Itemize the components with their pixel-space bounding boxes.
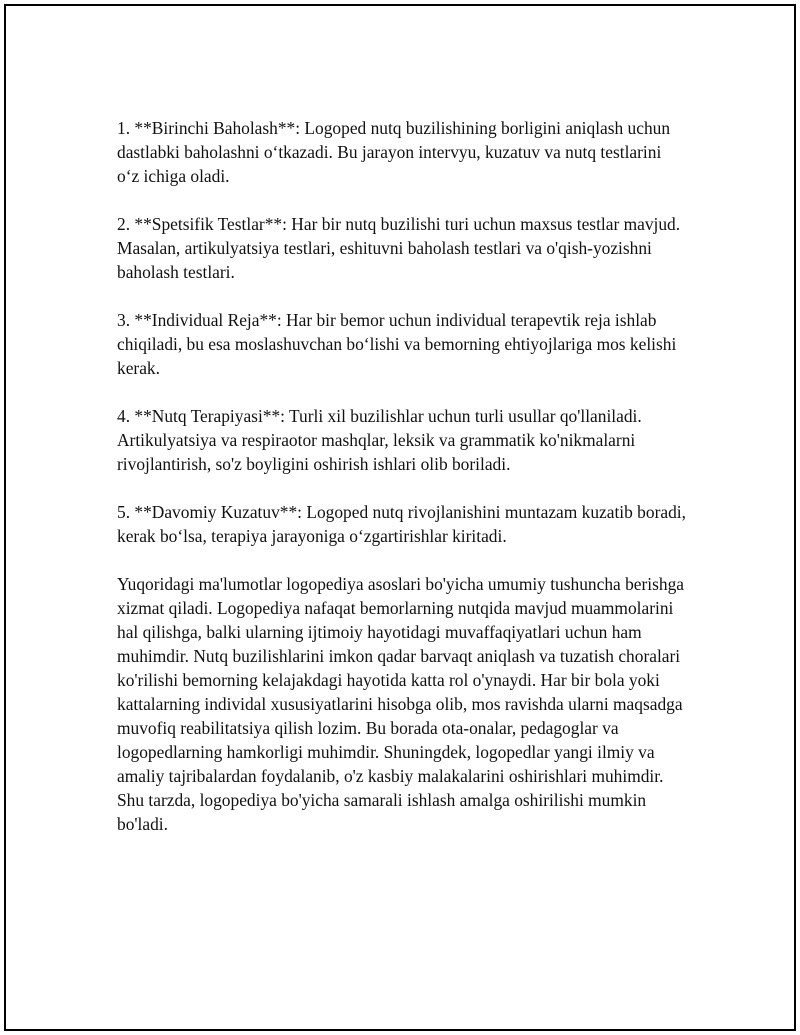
paragraph-conclusion: Yuqoridagi ma'lumotlar logopediya asoslari bo'yicha umumiy tushuncha berishga xizmat qiladi. Logopediya nafaqat bemorlarning nutqida mavjud muammolarini hal qilishga, balki ularning ijtimoiy hayotidagi muvaffaqiyatlari uchun ham muhimdir. Nutq buzilishlarini imkon qadar barvaqt aniqlash va tuzatish choralari ko'rilishi bemorning kelajakdagi hayotida katta rol o'ynaydi. Har bir bola yoki kattalarning individal xususiyatlarini hisobga olib, mos ravishda ularni maqsadga muvofiq reabilitatsiya qilish lozim. Bu borada ota-onalar, pedagoglar va logopedlarning hamkorligi muhimdir. Shuningdek, logopedlar yangi ilmiy va amaliy tajribalardan foydalanib, o'z kasbiy malakalarini oshirishlari muhimdir. Shu tarzda, logopediya bo'yicha samarali ishlash amalga oshirilishi mumkin bo'ladi. [117,574,684,834]
paragraph-individual-plan: 3. **Individual Reja**: Har bir bemor uchun individual terapevtik reja ishlab chiqiladi, bu esa moslashuvchan bo‘lishi va bemorning ehtiyojlariga mos kelishi kerak. [117,310,677,378]
paragraph-specific-tests: 2. **Spetsifik Testlar**: Har bir nutq buzilishi turi uchun maxsus testlar mavjud. Masalan, artikulyatsiya testlari, eshituvni baholash testlari va o'qish-yozishni baholash testlari. [117,214,681,282]
paragraph-initial-assessment: 1. **Birinchi Baholash**: Logoped nutq buzilishining borligini aniqlash uchun dastlabki baholashni o‘tkazadi. Bu jarayon intervyu, kuzatuv va nutq testlarini o‘z ichiga oladi. [117,118,671,186]
paragraph-continuous-monitoring: 5. **Davomiy Kuzatuv**: Logoped nutq rivojlanishini muntazam kuzatib boradi, kerak bo‘lsa, terapiya jarayoniga o‘zgartirishlar kiritadi. [117,502,686,546]
paragraph-speech-therapy: 4. **Nutq Terapiyasi**: Turli xil buzilishlar uchun turli usullar qo'llaniladi. Artikulyatsiya va respiraotor mashqlar, leksik va grammatik ko'nikmalarni rivojlantirish, so'z boyligini oshirish ishlari olib boriladi. [117,406,642,474]
document-body [117,116,687,860]
